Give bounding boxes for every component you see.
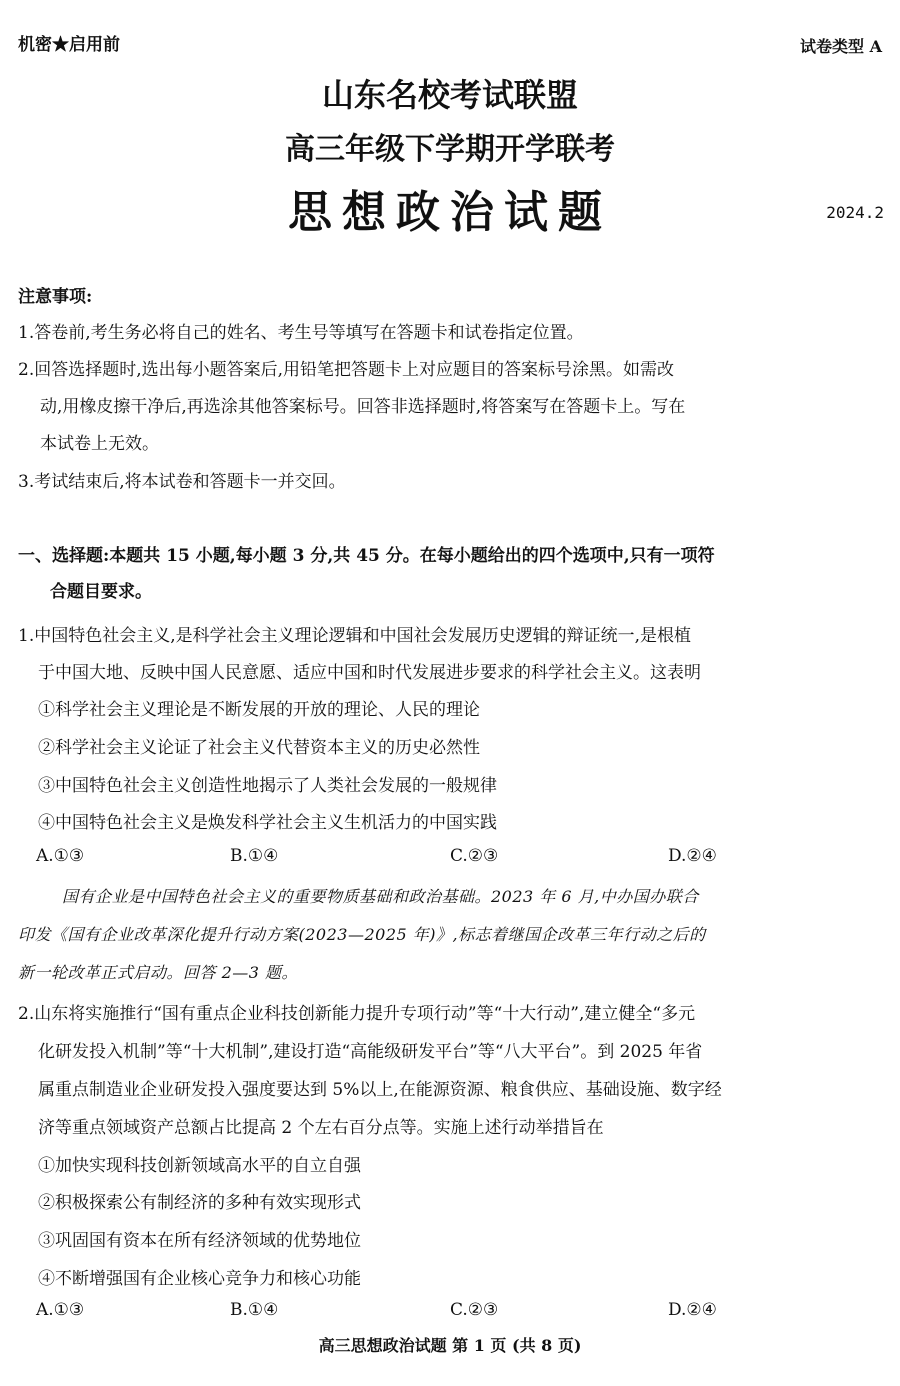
q1-statement: ②科学社会主义论证了社会主义代替资本主义的历史必然性: [38, 738, 480, 758]
q1-option-d: D.②④: [668, 846, 717, 866]
q1-stem: 1.中国特色社会主义,是科学社会主义理论逻辑和中国社会发展历史逻辑的辩证统一,是根植: [18, 626, 692, 646]
q2-option-d: D.②④: [668, 1300, 717, 1320]
q2-stem: 化研发投入机制”等“十大机制”,建设打造“高能级研发平台”等“八大平台”。到 2025 年省: [38, 1042, 703, 1062]
section-heading-cont: 合题目要求。: [50, 582, 152, 602]
q1-option-b: B.①④: [230, 846, 279, 866]
notes-item: 本试卷上无效。: [40, 434, 159, 454]
notes-item: 动,用橡皮擦干净后,再选涂其他答案标号。回答非选择题时,将答案写在答题卡上。写在: [40, 397, 686, 417]
notes-item: 3.考试结束后,将本试卷和答题卡一并交回。: [18, 472, 346, 492]
section-heading: 一、选择题:本题共 15 小题,每小题 3 分,共 45 分。在每小题给出的四个选项中,只有一项符: [18, 546, 715, 566]
q1-stem: 于中国大地、反映中国人民意愿、适应中国和时代发展进步要求的科学社会主义。这表明: [38, 663, 701, 683]
exam-alliance-title: 山东名校考试联盟: [321, 76, 578, 114]
exam-date: 2024.2: [826, 203, 884, 222]
subject-title: 思想政治试题: [288, 187, 612, 238]
q2-statement: ①加快实现科技创新领域高水平的自立自强: [38, 1156, 361, 1176]
q2-stem: 属重点制造业企业研发投入强度要达到 5%以上,在能源资源、粮食供应、基础设施、数字经: [38, 1080, 722, 1100]
q2-stem: 2.山东将实施推行“国有重点企业科技创新能力提升专项行动”等“十大行动”,建立健全“多元: [18, 1004, 696, 1024]
secret-label: 机密★启用前: [18, 35, 120, 55]
q2-option-a: A.①③: [36, 1300, 85, 1320]
q2-statement: ②积极探索公有制经济的多种有效实现形式: [38, 1193, 361, 1213]
page-footer: 高三思想政治试题 第 1 页 (共 8 页): [318, 1336, 582, 1355]
material-text: 印发《国有企业改革深化提升行动方案(2023—2025 年)》,标志着继国企改革三年行动之后的: [18, 925, 706, 944]
q1-statement: ④中国特色社会主义是焕发科学社会主义生机活力的中国实践: [38, 813, 497, 833]
notes-heading: 注意事项:: [18, 287, 93, 307]
q2-statement: ④不断增强国有企业核心竞争力和核心功能: [38, 1269, 361, 1289]
exam-name-title: 高三年级下学期开学联考: [285, 132, 615, 167]
q2-statement: ③巩固国有资本在所有经济领域的优势地位: [38, 1231, 361, 1251]
q1-statement: ③中国特色社会主义创造性地揭示了人类社会发展的一般规律: [38, 776, 497, 796]
q2-stem: 济等重点领域资产总额占比提高 2 个左右百分点等。实施上述行动举措旨在: [38, 1118, 604, 1138]
paper-type-label: 试卷类型 A: [800, 37, 882, 56]
material-text: 国有企业是中国特色社会主义的重要物质基础和政治基础。2023 年 6 月,中办国办联合: [62, 887, 699, 906]
q2-option-b: B.①④: [230, 1300, 279, 1320]
notes-item: 1.答卷前,考生务必将自己的姓名、考生号等填写在答题卡和试卷指定位置。: [18, 323, 584, 343]
q1-statement: ①科学社会主义理论是不断发展的开放的理论、人民的理论: [38, 700, 480, 720]
q1-option-c: C.②③: [450, 846, 499, 866]
material-text: 新一轮改革正式启动。回答 2—3 题。: [18, 963, 299, 982]
q1-option-a: A.①③: [36, 846, 85, 866]
q2-option-c: C.②③: [450, 1300, 499, 1320]
notes-item: 2.回答选择题时,选出每小题答案后,用铅笔把答题卡上对应题目的答案标号涂黑。如需改: [18, 360, 675, 380]
